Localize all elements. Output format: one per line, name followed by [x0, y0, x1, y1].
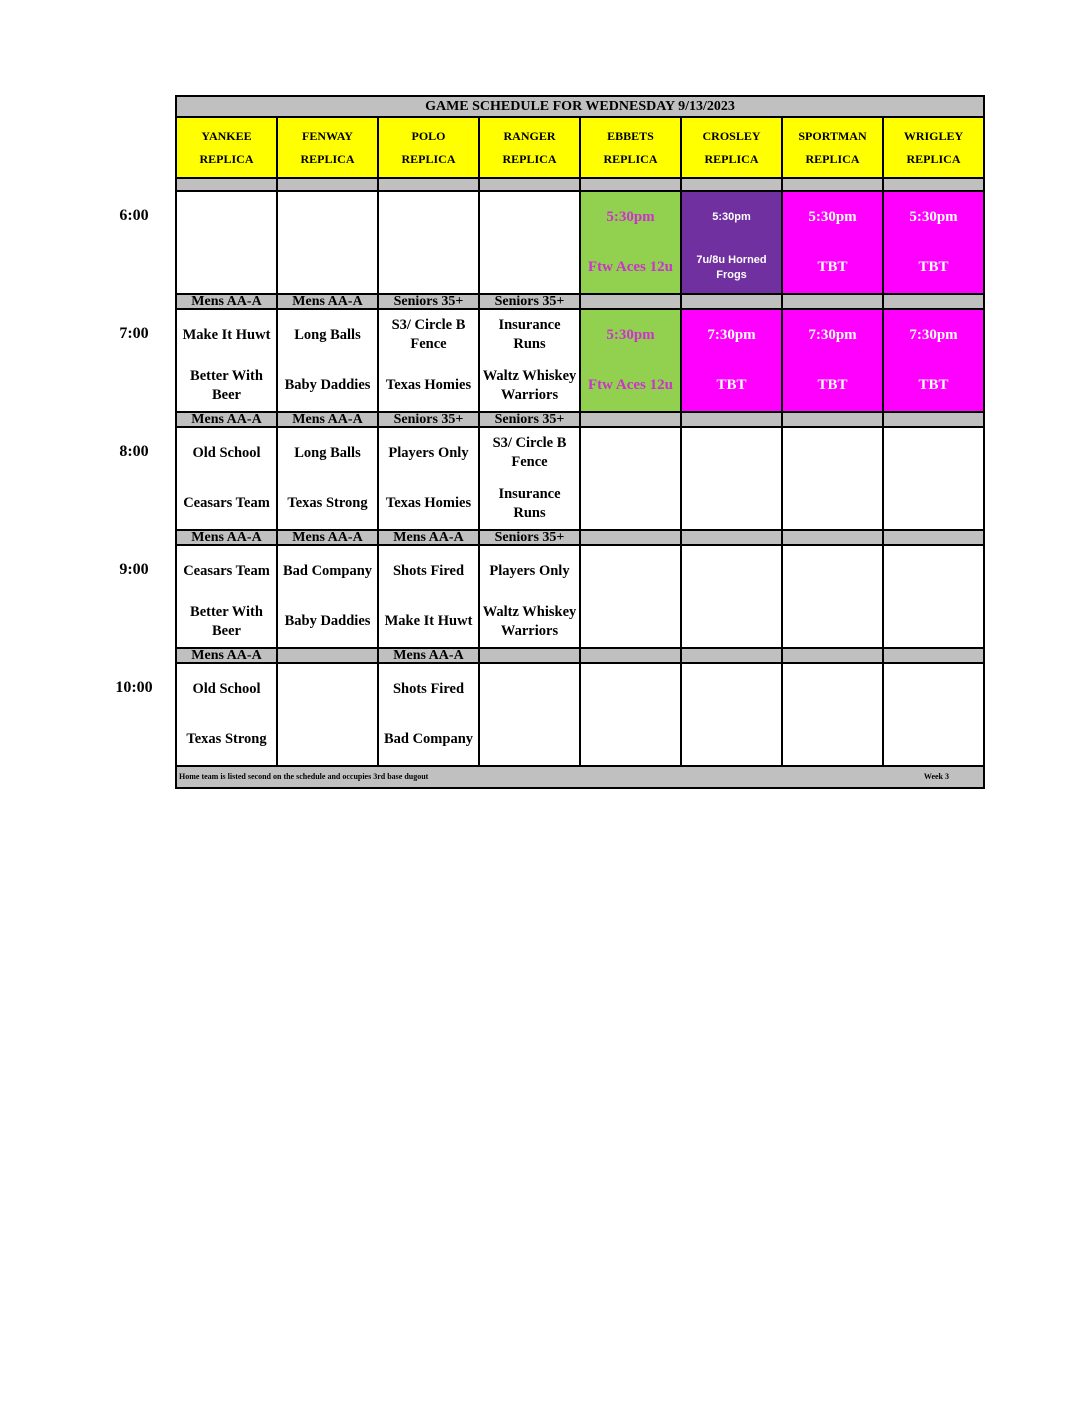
game-schedule-table — [175, 95, 985, 789]
division-label — [883, 648, 984, 663]
division-label — [580, 530, 681, 545]
gap-cell — [479, 178, 580, 191]
time-slot-row — [176, 663, 984, 766]
game-team-bottom: 7u/8u Horned Frogs — [696, 253, 767, 281]
game-cell — [580, 427, 681, 530]
game-team-bottom: Waltz Whiskey Warriors — [482, 367, 577, 403]
game-team-bottom: Make It Huwt — [384, 613, 473, 630]
game-team-top — [581, 664, 680, 715]
game-team-top: Bad Company — [282, 562, 373, 579]
game-team-bottom: Texas Strong — [186, 731, 267, 748]
division-label: Mens AA-A — [277, 530, 378, 545]
game-team-bottom — [682, 715, 781, 766]
division-label: Mens AA-A — [176, 294, 277, 309]
time-label: 9:00 — [119, 561, 149, 578]
field-subtitle: REPLICA — [502, 151, 557, 166]
division-label: Seniors 35+ — [378, 294, 479, 309]
game-team-bottom: TBT — [918, 259, 949, 276]
game-team-top: Long Balls — [294, 326, 361, 343]
game-team-top: Long Balls — [294, 444, 361, 461]
game-team-top: Shots Fired — [392, 562, 465, 579]
division-label: Mens AA-A — [378, 648, 479, 663]
game-team-top: 7:30pm — [707, 326, 756, 343]
game-team-bottom: TBT — [716, 377, 747, 394]
game-team-bottom — [581, 715, 680, 766]
field-subtitle: REPLICA — [401, 151, 456, 166]
game-team-bottom: TBT — [817, 259, 848, 276]
field-name: RANGER — [503, 128, 556, 143]
division-label: Seniors 35+ — [479, 530, 580, 545]
division-label — [782, 530, 883, 545]
field-header-sportman — [782, 117, 883, 178]
game-team-top — [682, 428, 781, 479]
game-cell — [176, 545, 277, 648]
game-team-top — [581, 546, 680, 597]
field-subtitle: REPLICA — [300, 151, 355, 166]
game-team-top: 5:30pm — [808, 208, 857, 225]
division-label: Mens AA-A — [277, 294, 378, 309]
division-label — [580, 412, 681, 427]
game-cell — [277, 309, 378, 412]
field-header-wrigley — [883, 117, 984, 178]
game-team-bottom: Ceasars Team — [183, 495, 270, 512]
game-team-bottom — [278, 243, 377, 294]
division-label — [277, 648, 378, 663]
division-row — [176, 648, 984, 663]
game-team-top: 5:30pm — [712, 210, 751, 223]
game-team-bottom: TBT — [817, 377, 848, 394]
game-team-top — [682, 664, 781, 715]
game-cell — [681, 309, 782, 412]
game-team-bottom — [177, 243, 276, 294]
header-gap-row — [176, 178, 984, 191]
game-team-top: S3/ Circle B Fence — [391, 317, 466, 353]
division-label — [681, 530, 782, 545]
game-team-bottom: Ftw Aces 12u — [588, 377, 673, 394]
game-team-top: Ceasars Team — [183, 562, 270, 579]
game-team-bottom: Baby Daddies — [284, 377, 371, 394]
game-cell — [782, 545, 883, 648]
game-team-top — [783, 664, 882, 715]
game-team-top: Old School — [192, 444, 261, 461]
field-header-yankee — [176, 117, 277, 178]
field-header-ebbets — [580, 117, 681, 178]
game-cell — [580, 545, 681, 648]
time-label: 7:00 — [119, 325, 149, 342]
division-label — [782, 412, 883, 427]
field-header-ranger — [479, 117, 580, 178]
footer-row — [176, 766, 984, 788]
game-cell — [782, 663, 883, 766]
game-team-top — [783, 546, 882, 597]
division-label — [681, 648, 782, 663]
field-subtitle: REPLICA — [603, 151, 658, 166]
division-label — [782, 294, 883, 309]
game-team-bottom: Better With Beer — [190, 603, 263, 639]
game-cell — [883, 663, 984, 766]
division-label — [580, 648, 681, 663]
game-team-bottom — [783, 597, 882, 648]
game-cell — [176, 309, 277, 412]
game-cell — [378, 663, 479, 766]
field-name: POLO — [411, 128, 446, 143]
game-team-top — [379, 192, 478, 243]
game-cell — [176, 427, 277, 530]
gap-cell — [277, 178, 378, 191]
game-cell — [782, 309, 883, 412]
game-team-top: Old School — [192, 680, 261, 697]
field-header-polo — [378, 117, 479, 178]
game-team-top: S3/ Circle B Fence — [492, 435, 567, 471]
game-cell — [883, 309, 984, 412]
game-team-bottom — [278, 715, 377, 766]
game-team-top — [278, 664, 377, 715]
division-label — [782, 648, 883, 663]
time-label: 8:00 — [119, 443, 149, 460]
division-row — [176, 294, 984, 309]
division-label: Seniors 35+ — [479, 412, 580, 427]
division-label: Seniors 35+ — [378, 412, 479, 427]
game-team-bottom — [379, 243, 478, 294]
gap-cell — [176, 178, 277, 191]
game-cell — [681, 191, 782, 294]
division-label — [681, 294, 782, 309]
game-team-bottom — [480, 715, 579, 766]
game-team-top: 5:30pm — [606, 208, 655, 225]
game-team-top — [783, 428, 882, 479]
gap-cell — [883, 178, 984, 191]
game-team-top: 5:30pm — [909, 208, 958, 225]
game-team-top — [884, 428, 983, 479]
game-team-top: Players Only — [489, 562, 570, 579]
game-cell — [277, 663, 378, 766]
game-team-bottom: Insurance Runs — [498, 485, 561, 521]
game-team-top — [480, 192, 579, 243]
game-team-top: Insurance Runs — [498, 317, 561, 353]
game-team-top — [480, 664, 579, 715]
field-name: WRIGLEY — [903, 128, 964, 143]
division-label: Mens AA-A — [277, 412, 378, 427]
time-slot-row — [176, 191, 984, 294]
game-cell — [277, 427, 378, 530]
game-team-top — [177, 192, 276, 243]
game-cell — [176, 191, 277, 294]
time-slot-row — [176, 309, 984, 412]
game-team-bottom — [682, 479, 781, 530]
game-cell — [782, 427, 883, 530]
game-cell — [378, 191, 479, 294]
division-label — [883, 412, 984, 427]
field-subtitle: REPLICA — [805, 151, 860, 166]
game-cell — [277, 191, 378, 294]
field-name: CROSLEY — [702, 128, 761, 143]
field-subtitle: REPLICA — [704, 151, 759, 166]
game-cell — [883, 545, 984, 648]
field-name: YANKEE — [201, 128, 252, 143]
game-cell — [479, 427, 580, 530]
game-cell — [479, 545, 580, 648]
gap-cell — [782, 178, 883, 191]
game-cell — [479, 663, 580, 766]
game-cell — [176, 663, 277, 766]
game-cell — [378, 427, 479, 530]
division-label — [883, 294, 984, 309]
footer-note: Home team is listed second on the schedule and occupies 3rd base dugout — [179, 772, 429, 781]
game-team-bottom — [480, 243, 579, 294]
time-slot-row — [176, 545, 984, 648]
game-team-bottom: Baby Daddies — [284, 613, 371, 630]
game-cell — [883, 427, 984, 530]
game-team-top: Shots Fired — [392, 680, 465, 697]
game-cell — [883, 191, 984, 294]
schedule-title: GAME SCHEDULE FOR WEDNESDAY 9/13/2023 — [176, 96, 984, 117]
game-team-bottom — [682, 597, 781, 648]
game-team-bottom: Texas Homies — [385, 377, 472, 394]
field-subtitle: REPLICA — [906, 151, 961, 166]
time-label: 10:00 — [115, 679, 153, 696]
field-name: FENWAY — [302, 128, 353, 143]
game-team-bottom: Bad Company — [383, 731, 474, 748]
field-header-row — [176, 117, 984, 178]
game-team-top — [682, 546, 781, 597]
time-label: 6:00 — [119, 207, 149, 224]
division-label: Mens AA-A — [378, 530, 479, 545]
game-team-bottom — [783, 715, 882, 766]
division-label — [479, 648, 580, 663]
game-team-bottom: Ftw Aces 12u — [588, 259, 673, 276]
game-team-bottom — [884, 715, 983, 766]
game-team-top: 5:30pm — [606, 326, 655, 343]
game-team-bottom — [884, 479, 983, 530]
field-header-crosley — [681, 117, 782, 178]
game-cell — [580, 309, 681, 412]
division-label — [681, 412, 782, 427]
game-team-bottom: TBT — [918, 377, 949, 394]
game-cell — [479, 191, 580, 294]
game-cell — [378, 545, 479, 648]
division-label — [883, 530, 984, 545]
division-label — [580, 294, 681, 309]
game-team-bottom: Texas Strong — [287, 495, 368, 512]
game-team-bottom: Texas Homies — [385, 495, 472, 512]
game-cell — [580, 191, 681, 294]
game-cell — [479, 309, 580, 412]
footer-cell — [176, 766, 984, 788]
game-cell — [580, 663, 681, 766]
time-slot-row — [176, 427, 984, 530]
game-team-bottom: Better With Beer — [190, 367, 263, 403]
field-subtitle: REPLICA — [199, 151, 254, 166]
game-cell — [378, 309, 479, 412]
game-team-top: 7:30pm — [808, 326, 857, 343]
gap-cell — [378, 178, 479, 191]
game-team-top: 7:30pm — [909, 326, 958, 343]
field-name: SPORTMAN — [798, 128, 867, 143]
game-team-bottom — [581, 597, 680, 648]
game-team-bottom — [884, 597, 983, 648]
field-header-fenway — [277, 117, 378, 178]
game-team-top: Players Only — [388, 444, 469, 461]
gap-cell — [681, 178, 782, 191]
game-cell — [277, 545, 378, 648]
field-name: EBBETS — [607, 128, 654, 143]
gap-cell — [580, 178, 681, 191]
game-cell — [681, 427, 782, 530]
division-row — [176, 412, 984, 427]
game-cell — [782, 191, 883, 294]
game-cell — [681, 545, 782, 648]
game-team-top — [884, 664, 983, 715]
division-row — [176, 530, 984, 545]
week-label: Week 3 — [923, 772, 949, 781]
game-cell — [681, 663, 782, 766]
game-team-bottom — [783, 479, 882, 530]
division-label: Mens AA-A — [176, 648, 277, 663]
division-label: Mens AA-A — [176, 530, 277, 545]
division-label: Mens AA-A — [176, 412, 277, 427]
game-team-bottom — [581, 479, 680, 530]
game-team-top — [278, 192, 377, 243]
game-team-top — [581, 428, 680, 479]
division-label: Seniors 35+ — [479, 294, 580, 309]
game-team-bottom: Waltz Whiskey Warriors — [482, 603, 577, 639]
game-team-top: Make It Huwt — [182, 326, 271, 343]
game-team-top — [884, 546, 983, 597]
